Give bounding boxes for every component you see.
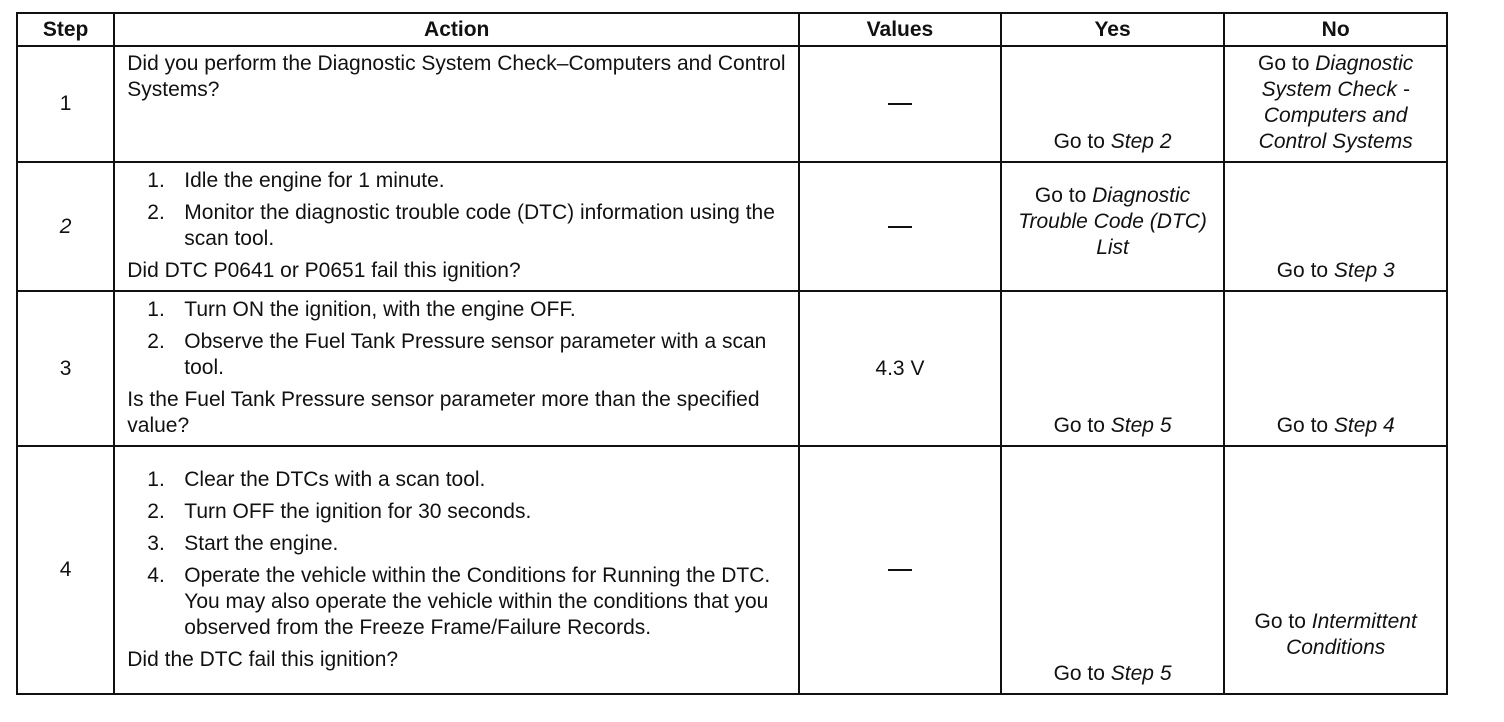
step-number: 2 [17,162,114,291]
no-cell[interactable]: Go to Step 3 [1224,162,1447,291]
action-step: 2. Monitor the diagnostic trouble code (DTC) information using the scan tool. [147,201,775,250]
value-dash [888,226,912,228]
no-link[interactable]: Diagnostic System Check - Computers and Control Systems [1258,52,1414,153]
table-row-step-3 [17,291,1447,446]
no-cell[interactable]: Go to Step 4 [1224,291,1447,446]
header-values: Values [799,13,1001,46]
value-cell [799,162,1001,291]
value-dash [888,569,912,571]
no-link[interactable]: Intermittent Conditions [1286,610,1417,659]
yes-link[interactable]: Step 2 [1110,130,1172,153]
action-question: Did DTC P0641 or P0651 fail this ignition? [127,259,521,282]
step-number: 4 [17,446,114,694]
yes-cell[interactable]: Go to Diagnostic Trouble Code (DTC) List [1001,162,1225,291]
yes-link[interactable]: Step 5 [1110,414,1172,437]
yes-link[interactable]: Diagnostic Trouble Code (DTC) List [1018,184,1207,259]
action-cell [114,46,799,162]
header-action: Action [114,13,799,46]
no-cell[interactable]: Go to Diagnostic System Check - Computers and Control Systems [1224,46,1447,162]
action-step: 3. Start the engine. [147,531,339,555]
action-step: 1. Idle the engine for 1 minute. [147,169,445,192]
action-question: Did you perform the Diagnostic System Check–Computers and Control Systems? [127,52,786,101]
header-row [17,13,1447,46]
action-cell [114,162,799,291]
step-number: 3 [17,291,114,446]
action-step: 2. Observe the Fuel Tank Pressure sensor parameter with a scan tool. [147,330,767,379]
action-cell [114,446,799,694]
no-link[interactable]: Step 3 [1333,259,1395,282]
action-step: 1. Turn ON the ignition, with the engine OFF. [147,298,576,321]
table-row-step-1 [17,46,1447,162]
header-step: Step [17,13,114,46]
value-cell [799,446,1001,694]
action-steps [127,168,790,252]
action-step: 4. Operate the vehicle within the Conditions for Running the DTC. You may also operate the vehicle within the conditions that you observed from the Freeze Frame/Failure Records. [147,563,771,639]
diagnostic-table [16,12,1448,695]
action-step: 2. Turn OFF the ignition for 30 seconds. [147,499,532,523]
action-cell [114,291,799,446]
value-cell [799,46,1001,162]
table-row-step-4 [17,446,1447,694]
header-yes: Yes [1001,13,1225,46]
yes-cell[interactable]: Go to Step 5 [1001,446,1225,694]
value-dash [888,103,912,105]
action-steps [127,297,790,381]
action-step: 1. Clear the DTCs with a scan tool. [147,467,486,491]
action-question: Did the DTC fail this ignition? [127,647,399,671]
no-cell[interactable]: Go to Intermittent Conditions [1224,446,1447,694]
value-cell: 4.3 V [799,291,1001,446]
yes-cell[interactable]: Go to Step 5 [1001,291,1225,446]
yes-cell[interactable]: Go to Step 2 [1001,46,1225,162]
no-link[interactable]: Step 4 [1333,414,1395,437]
header-no: No [1224,13,1447,46]
yes-link[interactable]: Step 5 [1110,662,1172,685]
step-number: 1 [17,46,114,162]
action-steps [127,467,790,641]
table-row-step-2 [17,162,1447,291]
action-question: Is the Fuel Tank Pressure sensor parameter more than the specified value? [127,388,760,437]
